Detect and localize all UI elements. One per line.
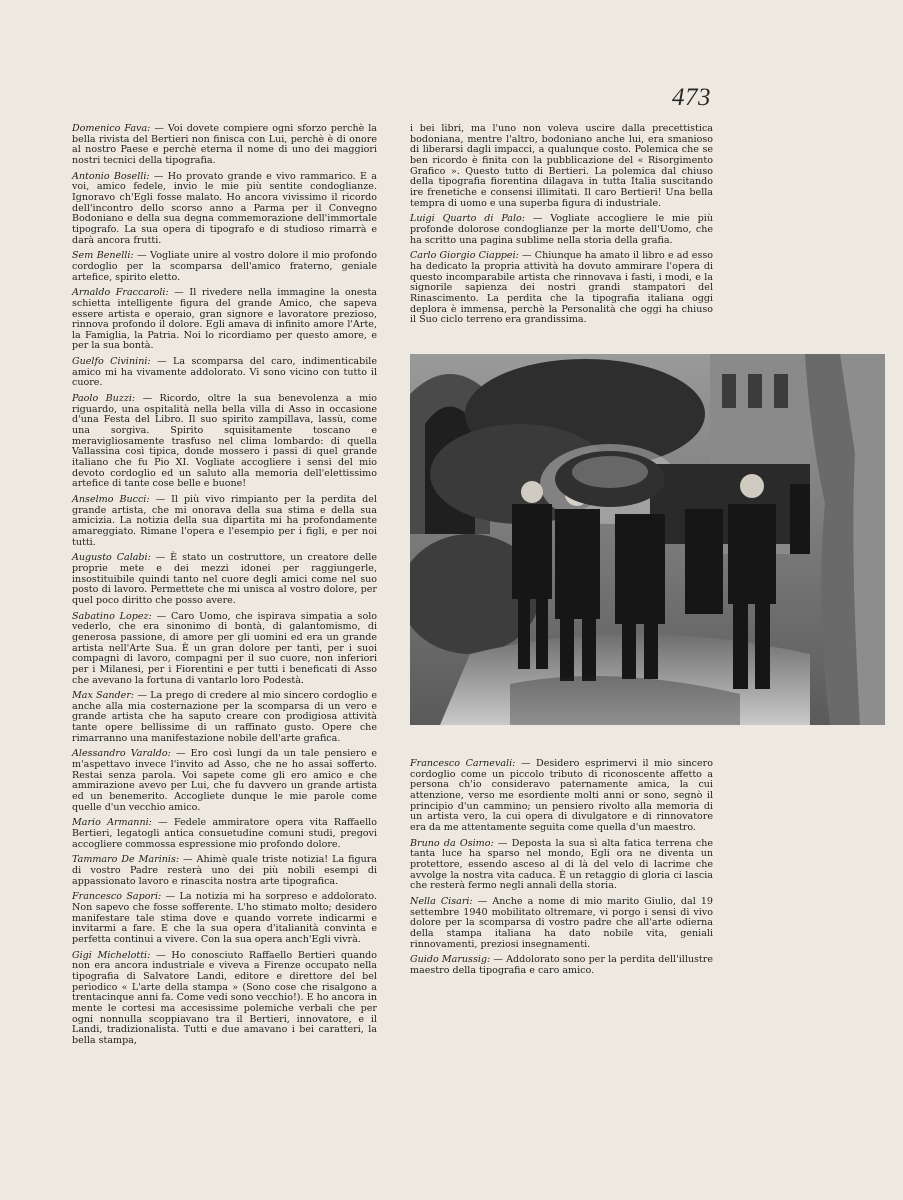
condolence-paragraph xyxy=(410,124,713,209)
author-name: Anselmo Bucci: xyxy=(72,494,150,505)
author-name: Domenico Fava: xyxy=(72,123,151,134)
condolence-paragraph xyxy=(72,124,377,167)
message-text: — La prego di credere al mio sincero cordoglio e anche alla mia costernazione per la scomparsa di un vero e grande artista che ha saputo creare con prodigiosa attività tante opere bellissime di un raffinato gusto. Opere che rimarranno una manifestazione nobile dell'arte grafica. xyxy=(72,690,377,744)
condolence-paragraph xyxy=(72,691,377,744)
author-name: Carlo Giorgio Ciappei: xyxy=(410,250,519,262)
author-name: Sabatino Lopez: xyxy=(72,610,152,622)
message-text: — Voi dovete compiere ogni sforzo perchè la bella rivista del Bertieri non finisca con Lui, perchè è di onore al nostro Paese e perchè eterna il nome di uno dei maggiori nostri tecnici della tipografia. xyxy=(72,123,377,166)
condolence-paragraph xyxy=(410,251,713,326)
message-text: — Ricordo, oltre la sua benevolenza a mio riguardo, una ospitalità nella bella villa di Asso in occasione d'una Festa del Libro. Il suo spirito zampillava, lassù, come una sorgiva. Spirito squisitamente toscano e meravigliosamente trasfuso nel clima lombardo: di quella Vallassina così tipica, donde mossero i passi di quel grande italiano che fu Pio XI. Vogliate accogliere i sensi del mio devoto cordoglio ed un saluto alla memoria dell'elettissimo artefice di tante cose belle e buone! xyxy=(72,393,377,490)
message-text: — È stato un costruttore, un creatore delle proprie mete e dei mezzi idonei per raggiungerle, insostituibile quindi tanto nel cuore degli amici come nel suo posto di lavoro. Permettete che mi unisca al vostro dolore, per quel poco diritto che posso avere. xyxy=(72,552,377,606)
message-text: — Il più vivo rimpianto per la perdita del grande artista, che mi onorava della sua stima e della sua amicizia. La notizia della sua dipartita mi ha profondamente amareggiato. Rimane l'opera e l'esempio per i figli, e per noi tutti. xyxy=(72,494,377,548)
condolence-paragraph xyxy=(410,759,713,834)
condolence-paragraph xyxy=(72,394,377,490)
condolence-paragraph xyxy=(72,495,377,548)
message-text: — La scomparsa del caro, indimenticabile amico mi ha vivamente addolorato. Vi sono vicino con tutto il cuore. xyxy=(72,356,377,389)
author-name: Francesco Carnevali: xyxy=(410,758,516,769)
text-column-right-bottom xyxy=(410,759,713,981)
message-text: — Fedele ammiratore opera vita Raffaello Bertieri, legatogli antica consuetudine comuni studi, pregovi accogliere commossa espressione mio profondo dolore. xyxy=(72,817,377,850)
message-text: — Ahimè quale triste notizia! La figura di vostro Padre resterà uno dei più nobili esempi di appassionato lavoro e rinascita nostra arte tipografica. xyxy=(72,854,377,887)
condolence-paragraph xyxy=(72,251,377,283)
photo-illustration xyxy=(410,354,885,725)
message-text: — Ero così lungi da un tale pensiero e m'aspettavo invece l'invito ad Asso, che ne ho assai sofferto. Restai senza parola. Voi sapete come gli ero amico e che ammirazione avevo per Lui, che fu davvero un grande artista ed un benemerito. Accogliete dunque le mie parole come quelle d'un vecchio amico. xyxy=(72,748,377,813)
author-name: Sem Benelli: xyxy=(72,250,134,262)
author-name: Tammaro De Marinis: xyxy=(72,854,180,866)
message-text: — Ho provato grande e vivo rammarico. E a voi, amico fedele, invio le mie più sentite condoglianze. Ignoravo ch'Egli fosse malato. Ho ancora vivissimo il ricordo dell'incontro dello scorso anno a Parma per il Convegno Bodoniano e della sua degna commemorazione dell'immortale tipografo. La sua opera di tipografo e di studioso rimarrà e darà ancora frutti. xyxy=(72,170,377,246)
condolence-paragraph xyxy=(72,172,377,247)
message-text: i bei libri, ma l'uno non voleva uscire dalla precettistica bodoniana, mentre l'altro, bodoniano anche lui, era smanioso di liberarsi dagli impacci, a qualunque costo. Polemica che se ben ricordo è finita con la pubblicazione del « Risorgimento Grafico ». Questo tutto di Bertieri. La polemica dal chiuso della tipografia fiorentina dilagava in tutta Italia suscitando ire frenetiche e consensi illimitati. Il caro Bertieri! Una bella tempra di uomo e una superba figura di industriale. xyxy=(410,123,713,209)
condolence-paragraph xyxy=(72,288,377,352)
condolence-paragraph xyxy=(72,612,377,687)
message-text: — Vogliate accogliere le mie più profonde dolorose condoglianze per la morte dell'Uomo, che ha scritto una pagina sublime nella storia della grafia. xyxy=(410,213,714,246)
condolence-paragraph xyxy=(410,839,713,892)
condolence-paragraph xyxy=(72,951,377,1047)
page-number: 473 xyxy=(672,84,711,111)
condolence-paragraph xyxy=(72,553,377,606)
message-text: — La notizia mi ha sorpreso e addolorato. Non sapevo che fosse sofferente. L'ho stimato molto; desidero manifestare tale stima dove e quando vorrete indicarmi e invitarmi a fare. E che la sua opera d'italianità convinta e perfetta continui a vivere. Con la sua opera anch'Egli vivrà. xyxy=(72,891,377,945)
message-text: — Anche a nome di mio marito Giulio, dal 19 settembre 1940 mobilitato oltremare, vi porgo i sensi di vivo dolore per la scomparsa di vostro padre che all'arte odierna della stampa italiana ha dato nobile vita, geniali rinnovamenti, preziosi insegnamenti. xyxy=(410,895,713,950)
condolence-paragraph xyxy=(72,855,377,887)
message-text: — Caro Uomo, che ispirava simpatia a solo vederlo, che era sinonimo di bontà, di galantomismo, di generosa passione, di amore per gli uomini ed era un grande artista nell'Arte Sua. È un gran dolore per tanti, per i suoi compagni di lavoro, compagni per il suo cuore, non inferiori per i Milanesi, per i Fiorentini e per tutti i beneficati di Asso che avevano la fortuna di vantarlo loro Podestà. xyxy=(72,610,377,686)
author-name: Gigi Michelotti: xyxy=(72,949,151,961)
author-name: Guelfo Civinini: xyxy=(72,356,151,368)
author-name: Max Sander: xyxy=(72,690,135,702)
author-name: Luigi Quarto di Palo: xyxy=(410,213,526,225)
author-name: Antonio Boselli: xyxy=(72,170,150,182)
author-name: Francesco Sapori: xyxy=(72,891,162,903)
message-text: — Addolorato sono per la perdita dell'illustre maestro della tipografia e caro amico. xyxy=(410,954,713,976)
author-name: Paolo Buzzi: xyxy=(72,393,136,405)
message-text: — Deposta la sua sì alta fatica terrena che tanta luce ha sparso nel mondo, Egli ora ne diventa un protettore, essendo asceso al di là del velo di lacrime che avvolge la nostra vita caduca. È un retaggio di gloria ci lascia che resterà fermo negli annali della storia. xyxy=(410,837,713,892)
author-name: Arnaldo Fraccaroli: xyxy=(72,287,169,299)
message-text: — Ho conosciuto Raffaello Bertieri quando non era ancora industriale e viveva a Firenze occupato nella tipografia di Salvatore Landi, editore e direttore del bel periodico « L'arte della stampa » (Sono cose che risalgono a trentacinque anni fa. Come vedi sono vecchio!). E ho ancora in mente le cortesi ma accesissime polemiche verbali che per ogni nonnulla scoppiavano tra il Bertieri, innovatore, e il Landi, tradizionalista. Tutti e due amavano i bei caratteri, la bella stampa, xyxy=(72,949,377,1046)
author-name: Guido Marussig: xyxy=(410,954,491,966)
author-name: Nella Cisari: xyxy=(410,895,473,907)
message-text: — Chiunque ha amato il libro e ad esso ha dedicato la propria attività ha dovuto ammirare l'opera di questo incomparabile artista che rinnovava i fasti, i modi, e la signorile sapienza dei nostri grandi stampatori del Rinascimento. La perdita che la tipografia italiana oggi deplora è immensa, perchè la Personalità che oggi ha chiuso il Suo ciclo terreno era grandissima. xyxy=(410,250,713,326)
condolence-paragraph xyxy=(410,897,713,950)
condolence-paragraph xyxy=(72,892,377,945)
condolence-paragraph xyxy=(410,955,713,976)
message-text: — Desidero esprimervi il mio sincero cordoglio come un piccolo tributo di riconoscente affetto a persona ch'io consideravo paternamente amica, la cui attenzione, verso me esordiente molti anni or sono, segnò il principio d'un cammino; un pensiero rivolto alla memoria di un artista vero, la cui opera di divulgatore e di rinnovatore era da me attentamente seguita come quella d'un maestro. xyxy=(410,758,713,833)
author-name: Mario Armanni: xyxy=(72,817,152,829)
condolence-paragraph xyxy=(72,749,377,813)
author-name: Augusto Calabi: xyxy=(72,552,151,564)
funeral-procession-photo xyxy=(410,354,885,725)
message-text: — Il rivedere nella immagine la onesta schietta intelligente figura del grande Amico, che sapeva essere artista e operaio, gran signore e lavoratore prezioso, rinnova profondo il dolore. Egli amava di infinito amore l'Arte, la Famiglia, la Patria. Noi lo ricordiamo per questo amore, e per la sua bontà. xyxy=(72,287,377,352)
condolence-paragraph xyxy=(72,357,377,389)
text-column-right-top xyxy=(410,124,713,331)
author-name: Alessandro Varaldo: xyxy=(72,748,171,760)
condolence-paragraph xyxy=(410,214,713,246)
text-column-left xyxy=(72,124,377,1052)
message-text: — Vogliate unire al vostro dolore il mio profondo cordoglio per la scomparsa dell'amico fraterno, geniale artefice, spirito eletto. xyxy=(72,250,377,283)
condolence-paragraph xyxy=(72,818,377,850)
author-name: Bruno da Osimo: xyxy=(410,837,494,849)
